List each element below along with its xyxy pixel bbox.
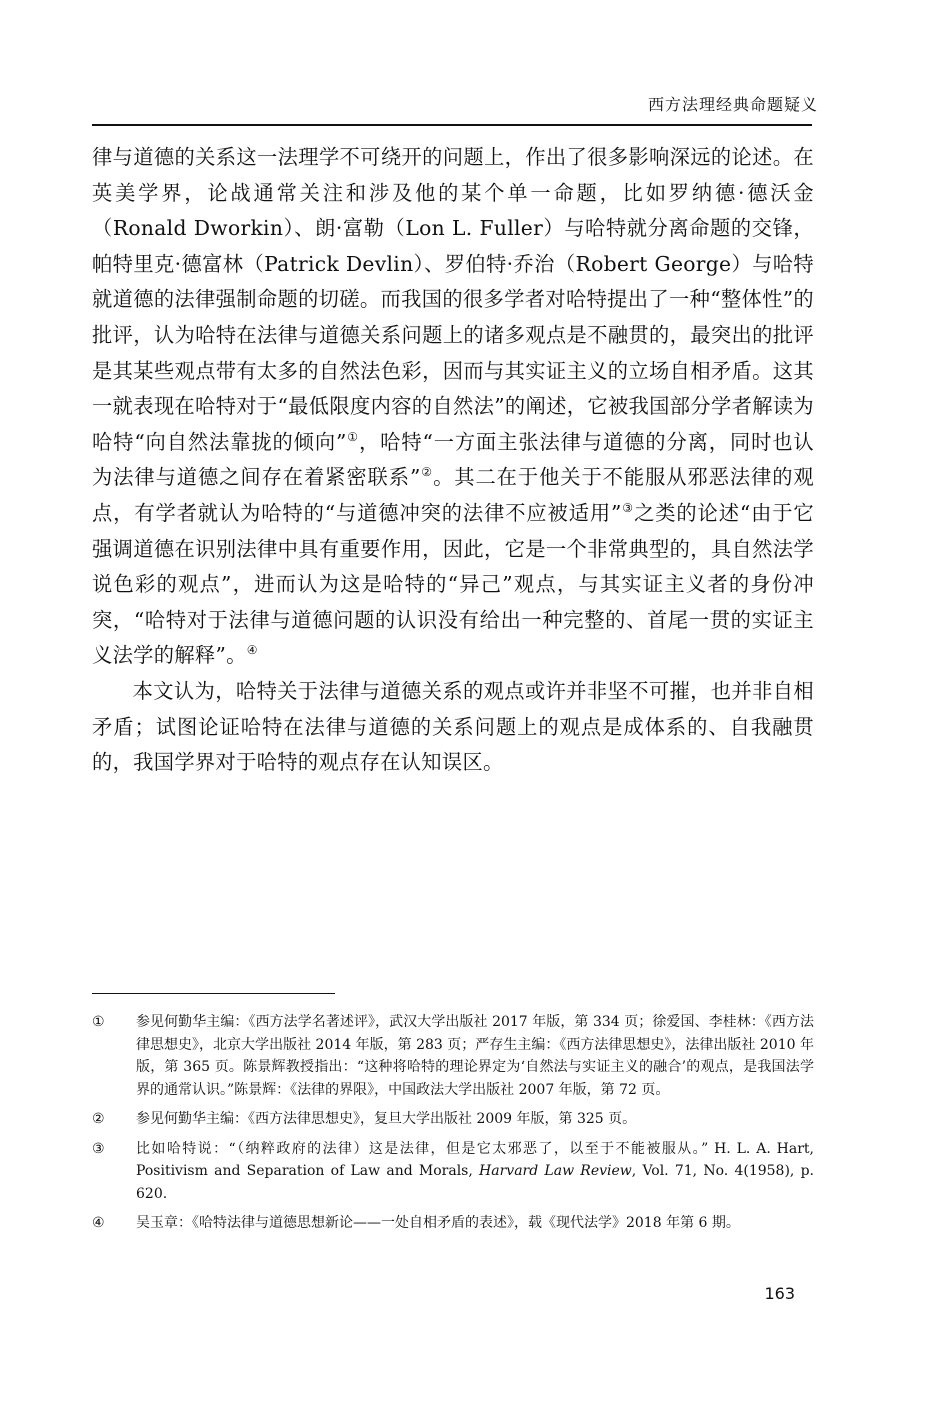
body-paragraph (92, 140, 814, 674)
footnote-number: ④ (92, 1215, 105, 1231)
footnote-number: ① (92, 1014, 105, 1030)
journal-title: Harvard Law Review (479, 1163, 632, 1179)
paragraph-text: 之类的论述“由于它强调道德在识别法律中具有重要作用，因此，它是一个非常典型的，具自然法学说色彩的观点”，进而认为这是哈特的“异己”观点，与其实证主义者的身份冲突，“哈特对于法律与道德问题的认识没有给出一种完整的、首尾一贯的实证主义法学的解释”。 (92, 500, 814, 668)
footnote-number: ③ (92, 1140, 105, 1157)
footnote-text: 参见何勤华主编：《西方法学名著述评》，武汉大学出版社 2017 年版，第 334 页；徐爱国、李桂林：《西方法律思想史》，北京大学出版社 2014 年版，第 283 页；严存生主编：《西方法律思想史》，法律出版社 2010 年版，第 365 页。陈景辉教授指出：“这种将哈特的理论界定为‘自然法与实证主义的融合’的观点，是我国法学界的通常认识。”陈景辉：《法律的界限》，中国政法大学出版社 2007 年版，第 72 页。 (136, 1014, 814, 1098)
footnote (92, 1138, 814, 1206)
footnote (92, 1212, 814, 1235)
body-paragraph: 本文认为，哈特关于法律与道德关系的观点或许并非坚不可摧，也并非自相矛盾；试图论证哈特在法律与道德的关系问题上的观点是成体系的、自我融贯的，我国学界对于哈特的观点存在认知误区。 (92, 678, 814, 775)
footnote-text: 参见何勤华主编：《西方法律思想史》，复旦大学出版社 2009 年版，第 325 页。 (136, 1111, 637, 1127)
footnote-marker: ④ (246, 643, 258, 658)
footnote-marker: ② (420, 465, 434, 480)
paragraph-text: 律与道德的关系这一法理学不可绕开的问题上，作出了很多影响深远的论述。在英美学界，论战通常关注和涉及他的某个单一命题，比如罗纳德·德沃金（Ronald Dworkin）、朗·富勒（Lon L. Fuller）与哈特就分离命题的交锋，帕特里克·德富林（Patrick Devlin）、罗伯特·乔治（Robert George）与哈特就道德的法律强制命题的切磋。而我国的很多学者对哈特提出了一种“整体性”的批评，认为哈特在法律与道德关系问题上的诸多观点是不融贯的，最突出的批评是其某些观点带有太多的自然法色彩，因而与其实证主义的立场自相矛盾。这其一就表现在哈特对于“最低限度内容的自然法”的阐述，它被我国部分学者解读为哈特“向自然法靠拢的倾向” (92, 145, 814, 454)
running-header: 西方法理经典命题疑义 (647, 95, 818, 114)
footnote-marker: ① (346, 429, 360, 444)
footnote-text-part: , Vol. 71, No. 4(1958), p. 620. (136, 1163, 814, 1202)
footnotes (92, 1011, 814, 1242)
paragraph-text: 。其二在于他关于不能服从邪恶法律的观点，有学者就认为哈特的“与道德冲突的法律不应被适用” (92, 465, 814, 525)
body-text (92, 140, 814, 781)
footnote-text: 吴玉章：《哈特法律与道德思想新论——一处自相矛盾的表述》，载《现代法学》2018 年第 6 期。 (136, 1215, 740, 1231)
footnote-rule (92, 993, 335, 994)
footnote-text-part: 比如哈特说：“（纳粹政府的法律）这是法律，但是它太邪恶了，以至于不能被服从。” H. L. A. Hart, Positivism and Separation of Law and Morals, (136, 1140, 814, 1179)
footnote (92, 1011, 814, 1101)
footnote-number: ② (92, 1111, 105, 1127)
footnote-marker: ③ (621, 501, 635, 516)
footnote-text (136, 1138, 814, 1206)
footnote (92, 1108, 814, 1131)
paragraph-text: ，哈特“一方面主张法律与道德的分离，同时也认为法律与道德之间存在着紧密联系” (92, 429, 814, 490)
header-rule (92, 124, 812, 126)
page-number: 163 (764, 1284, 795, 1303)
